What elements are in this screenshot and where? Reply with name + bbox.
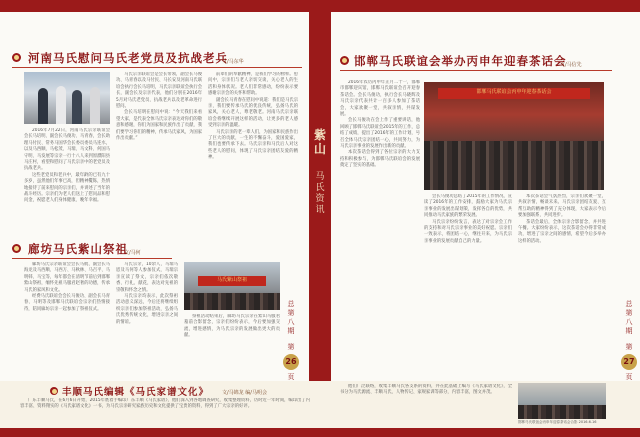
article2-rule — [12, 258, 172, 259]
article1-col2-para2: 会长马培明在慰问中说：“今天我们来看望大家，是代表全体马氏宗亲表达对你们的敬意和感谢，你们为国家和民族作出了贡献，我们要学习你们的精神，传承马氏家风，为国家作出贡献。” — [116, 110, 202, 142]
article1-rule — [12, 67, 302, 68]
article1-headline: 河南马氏慰问马氏老党员及抗战老兵 — [28, 51, 228, 65]
top-strip-right — [331, 0, 640, 12]
article1-col3-para2: 副会长马青春在慰问中说道：我们是马氏宗亲，我们要传承马氏的优良传统，弘扬马氏的家风，关心老人，尊老敬老。河南马氏宗亲联谊会将继续开展这样的活动，让更多的老人感受到宗亲的温暖。 — [208, 97, 298, 129]
photo-figure-4 — [90, 87, 100, 124]
left-page-prefix: 第 — [287, 343, 295, 351]
article1-col1-para1: 2016年7月22日，河南马氏宗亲联谊会会长马培明、副会长马俊功、马青春，会长助理马付民、常务马国华会长委员委员马连水，以及马西顺、马松茂、马瑞、马文科、何国马守明、马发展等宗亲一行十八人来到原濮阳县马庄村，看望和慰问了马氏宗亲中的老党员及抗战老兵。 — [24, 128, 110, 172]
article2-col2-para2: 马氏宗亲均表示，此次祭祖活动意义深远，今后还将继续组织宗亲们参加祭祖活动，弘扬马氏优秀传统文化，增进宗亲之间的情谊。 — [116, 294, 178, 325]
article2-column-3 — [184, 314, 280, 380]
right-page-number-block — [618, 300, 640, 382]
article1-logo-icon — [12, 53, 21, 62]
footer-photo-caption: 邯郸马氏联谊会丙申年迎春茶话会合影 2016.6.16 — [518, 420, 597, 424]
photo-figure-1 — [38, 88, 48, 124]
right-page-prefix: 第 — [625, 343, 633, 351]
right-page-badge: 27 — [621, 354, 637, 370]
right-issue-label: 总第八期 — [625, 300, 633, 335]
article2-headline: 廊坊马氏紫山祭祖 — [28, 242, 128, 256]
left-page-suffix: 页 — [287, 373, 295, 381]
right-col1-para1: 2016年农历丙申年正月二十一，邯郸市邯郸迎宾馆，邯郸马氏联谊会召开迎春茶话会。会长马俊功，执行会长马晓辉及马氏宗亲代表共计一百多人参加了茶话会，大家欢聚一堂，共叙亲情，共谋发展。 — [340, 80, 420, 118]
footer-para1: 广东丰顺马氏，在6月6日开始，2015年底着手编印广东丰顺《马氏家谱》，他们深入到各地调查研究，收集整理资料，历时近一年时间，编印出了内容丰富、资料翔实的《马氏家谱文化》一书，为马氏宗亲研究家族历史和文化提供了宝贵的资料，得到了广大宗亲的好评。 — [20, 398, 310, 410]
left-page-badge: 26 — [283, 354, 299, 370]
right-photo-crowd — [424, 141, 604, 190]
footer-logo-icon — [50, 387, 58, 395]
spine-newsletter-text: 马氏资讯 — [315, 172, 325, 215]
right-article-logo-icon — [340, 56, 349, 65]
article2-logo-icon — [12, 244, 21, 253]
article1-column-1 — [24, 128, 110, 240]
article2-byline: 文/马何 — [124, 250, 141, 256]
footer-text-left — [20, 398, 310, 426]
article2-photo-banner: 马氏紫山祭祖 — [198, 276, 266, 286]
article2-column-2 — [116, 262, 178, 380]
article1-col2-para1: 马氏宗亲联谊会是会长带领，副会长马俊功、马青春以及马付民、马长安及河南马氏联谊会执行会长马培明，马氏宗亲联谊会执行会长，副会长及宗亲代表，他们分别在2016年5月对马氏老党员、抗战老兵以及老革命进行慰问。 — [116, 72, 202, 110]
right-col1-para2: 会长马俊功在会上作了重要讲话，他回顾了邯郸马氏联谊会2015年的工作，总结了成绩，提出了2016年的工作计划，号召全体马氏宗亲团结一心，共同努力，为马氏宗亲事业的发展作出新的贡献。 — [340, 118, 420, 150]
photo-figure-3 — [72, 90, 82, 124]
right-col1-para3: 本次茶话会得到了各位宗亲的大力支持和积极参与，为邯郸马氏联谊会的发展奠定了坚实的基础。 — [340, 150, 420, 169]
article2-column-1 — [24, 262, 110, 380]
spine-magazine-title: 紫山 — [313, 128, 326, 156]
top-strip-left — [0, 0, 309, 12]
article2-col1-para1: 廊坊马氏宗亲联谊会会长马航、副会长马海龙及马西顺、马西万、马秋林、马召平、马明韩、马宝等，每年都会在清明节前后到邯郸紫山祭祖，缅怀先祖马服君赵奢的功德，传承马氏的家风和文化。 — [24, 262, 110, 293]
right-col2-para2: 马氏宗亲纷纷发言，表达了对宗亲会工作的支持和对马氏宗亲事业的美好祝愿。宗亲们一致表示，将团结一心，继往开来，为马氏宗亲事业的发展贡献自己的力量。 — [424, 219, 512, 244]
article2-col3-para1: 祭祖活动结束后，廊坊马氏宗亲在紫山马服君墓前合影留念，宗亲们纷纷表示，今后要加强交流，增进感情，为马氏宗亲的发展做出更大的贡献。 — [184, 314, 280, 339]
right-article-column-3 — [518, 194, 606, 380]
right-col2-para1: 会长马俊功总结了2015年的工作情况，宣读了2016年的工作安排，鼓励大家为马氏宗亲事业的发展出谋划策，发挥各自的优势，共同推动马氏家族的繁荣发展。 — [424, 194, 512, 219]
right-article-column-2 — [424, 194, 512, 380]
article2-photo-group — [184, 262, 280, 310]
footer-headline: 丰顺马氏编辑《马氏家谱文化》 — [62, 387, 210, 398]
photo-figure-2 — [56, 86, 66, 124]
right-page-suffix: 页 — [625, 373, 633, 381]
footer-para2: 他们广泛联络，收集丰顺马氏各支系的资料，并在此基础上编写《马氏家谱文化》，全书分为马氏源流、丰顺马氏、人物传记、家规家训等部分，内容丰富，图文并茂。 — [340, 384, 512, 396]
article1-column-3 — [208, 72, 298, 240]
right-article-photo-meeting — [424, 82, 604, 190]
footer-text-right — [340, 384, 512, 426]
right-col3-para2: 茶话会最后，全体宗亲合影留念，并共进午餐。大家纷纷表示，这次茶话会办得非常成功，增进了宗亲之间的感情，希望今后多举办这样的活动。 — [518, 219, 606, 244]
footer-photo — [518, 383, 606, 419]
article2-photo-crowd — [184, 293, 280, 310]
article1-photo-dignitaries — [24, 72, 110, 124]
footer-photo-crowd — [518, 405, 606, 419]
left-page-number-block — [280, 300, 302, 382]
footer-byline: 文/马锦龙 编/马明会 — [222, 390, 267, 396]
article1-col1-para2: 这些老党员和老兵中，最年龄的已有九十多岁，虽然他们年事已高，但精神矍铄，热情地接待了前来慰问的宗亲们，并讲述了当年的战斗经历。宗亲们为老人们送上了慰问品和慰问金，祝愿老人们身体健康、晚年幸福。 — [24, 172, 110, 204]
article2-col2-para1: 马氏宗亲，10余人，马瑞马恩及马何等人参加仪式，马瑞宗亲宣读了祭文，宗亲们依次敬香、行礼、献花，表达对先祖的崇敬和怀念之情。 — [116, 262, 178, 293]
right-article-headline: 邯郸马氏联谊会举办丙申年迎春茶话会 — [354, 54, 567, 68]
right-photo-banner: 邯郸马氏联谊会丙申年迎春茶话会 — [438, 88, 590, 99]
right-col3-para1: 本次茶话会气氛热烈，宗亲们欢聚一堂，共叙亲情，畅谈未来。马氏宗亲团结友爱、互帮互助的精神得到了充分体现，大家表示今后要加强联系，共同进步。 — [518, 194, 606, 219]
center-spine — [309, 0, 331, 437]
article1-byline: 文/马东华 — [222, 59, 244, 65]
article1-col3-para1: 前辈们的奉献精神，是我们学习的榜样。慰问中，宗亲们与老人亲切交谈，关心老人的生活和身体状况。老人们非常感动，纷纷表示要感谢宗亲会的关怀和帮助。 — [208, 72, 298, 97]
article1-column-2 — [116, 72, 202, 240]
article2-col1-para2: 经费马氏联谊会会长马俊功、副会长马青春、马明等及邯郸马氏联谊会宗亲们热情接待，陪同廊坊宗亲一起参加了祭祖仪式。 — [24, 294, 110, 312]
right-article-byline: 文/马信先 — [560, 62, 582, 68]
right-article-column-1 — [340, 80, 420, 302]
left-issue-label: 总第八期 — [287, 300, 295, 335]
article1-col3-para3: 马氏宗亲的老一辈人们，为国家和民族作出了巨大的贡献，一生的不懈奋斗，爱国爱家，我们也要传承下去。马氏宗亲和马氏后人对这些老人的慰问，体现了马氏宗亲团结友爱的精神。 — [208, 129, 298, 161]
spine-newsletter-title — [309, 172, 331, 216]
right-article-rule — [340, 70, 612, 71]
